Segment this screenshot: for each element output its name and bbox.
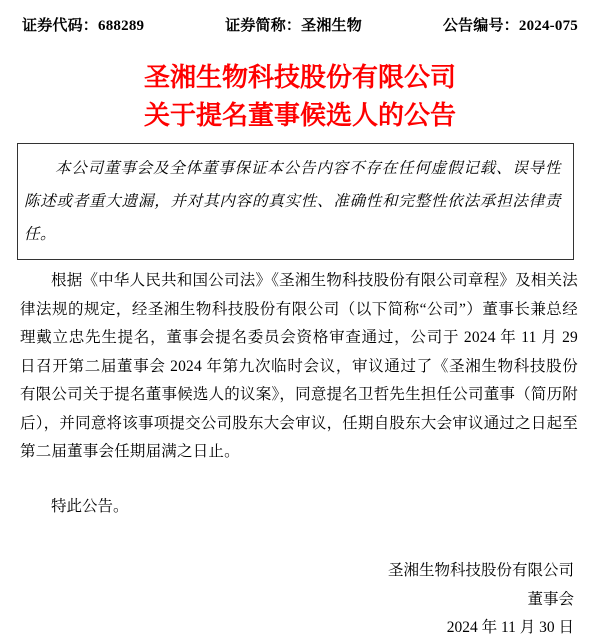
- signature-block: [0, 557, 574, 643]
- body-paragraph: 根据《中华人民共和国公司法》《圣湘生物科技股份有限公司章程》及相关法律法规的规定，经圣湘生物科技股份有限公司（以下简称“公司”）董事长兼总经理戴立忠先生提名，董事会提名委员会资格审查通过，公司于 2024 年 11 月 29 日召开第二届董事会 2024 年第九次临时会议，审议通过了《圣湘生物科技股份有限公司关于提名董事候选人的议案》，同意提名卫哲先生担任公司董事（简历附后），并同意将该事项提交公司股东大会审议，任期自股东大会审议通过之日起至第二届董事会任期届满之日止。: [20, 272, 578, 460]
- securities-header: [0, 0, 600, 35]
- announcement-number-label: 公告编号：: [442, 18, 519, 34]
- signature-date: 2024 年 11 月 30 日: [446, 619, 574, 636]
- disclaimer-box: [17, 143, 574, 260]
- disclaimer-text: 本公司董事会及全体董事保证本公告内容不存在任何虚假记载、误导性陈述或者重大遗漏，并对其内容的真实性、准确性和完整性依法承担法律责任。: [24, 160, 561, 243]
- title-subject-line: 关于提名董事候选人的公告: [143, 100, 456, 130]
- stock-name-value: 圣湘生物: [301, 18, 362, 34]
- signature-company: 圣湘生物科技股份有限公司: [387, 562, 574, 579]
- stock-code-label: 证券代码：: [22, 18, 99, 34]
- stock-name-label: 证券简称：: [225, 18, 302, 34]
- announcement-number-value: 2024-075: [518, 18, 578, 34]
- stock-code-value: 688289: [98, 18, 145, 34]
- stock-code: [22, 14, 144, 35]
- announcement-number: [443, 14, 578, 35]
- closing-statement: 特此公告。: [51, 497, 129, 515]
- title-company-line: 圣湘生物科技股份有限公司: [143, 62, 456, 92]
- announcement-title: [0, 58, 600, 134]
- stock-name: [225, 14, 362, 35]
- signature-board: 董事会: [527, 590, 574, 608]
